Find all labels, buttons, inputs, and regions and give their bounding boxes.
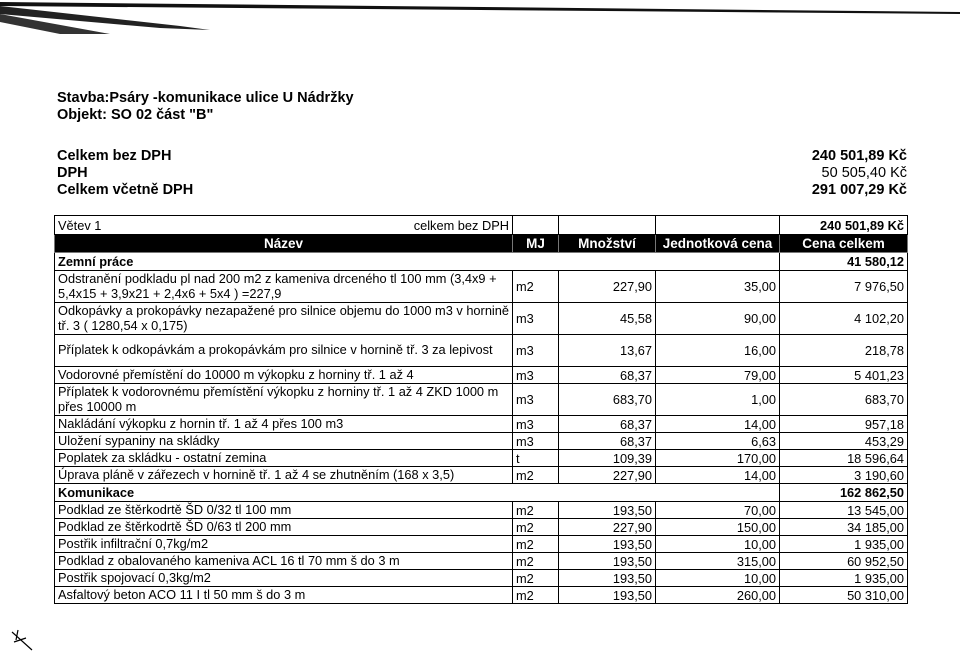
table-row (55, 587, 908, 604)
section-title: Zemní práce (55, 253, 780, 271)
item-unit: m2 (513, 587, 559, 604)
item-name: Odstranění podkladu pl nad 200 m2 z kameniva drceného tl 100 mm (3,4x9 + 5,4x15 + 3,9x21 + 2,4x6 + 5x4 ) =227,9 (55, 271, 513, 303)
item-total: 683,70 (780, 384, 908, 416)
table-row (55, 303, 908, 335)
item-total: 34 185,00 (780, 519, 908, 536)
item-unit-price: 14,00 (656, 467, 780, 484)
table-row (55, 450, 908, 467)
table-row (55, 502, 908, 519)
item-unit: m3 (513, 367, 559, 384)
item-total: 1 935,00 (780, 536, 908, 553)
item-total: 1 935,00 (780, 570, 908, 587)
item-name: Asfaltový beton ACO 11 I tl 50 mm š do 3 m (55, 587, 513, 604)
item-unit-price: 170,00 (656, 450, 780, 467)
item-total: 7 976,50 (780, 271, 908, 303)
item-name: Postřik infiltrační 0,7kg/m2 (55, 536, 513, 553)
document-header (57, 90, 354, 124)
col-header-mj: MJ (513, 235, 559, 253)
item-unit: m3 (513, 416, 559, 433)
item-name: Podklad z obalovaného kameniva ACL 16 tl 70 mm š do 3 m (55, 553, 513, 570)
item-quantity: 193,50 (559, 502, 656, 519)
item-unit-price: 10,00 (656, 570, 780, 587)
summary-label: Celkem včetně DPH (57, 182, 194, 198)
budget-table-body (55, 216, 908, 604)
table-row (55, 467, 908, 484)
summary-row-total-without-vat (57, 148, 907, 165)
project-title: Stavba:Psáry -komunikace ulice U Nádržky (57, 90, 354, 106)
item-unit: m2 (513, 536, 559, 553)
item-unit-price: 14,00 (656, 416, 780, 433)
item-unit: m3 (513, 335, 559, 367)
item-total: 18 596,64 (780, 450, 908, 467)
budget-table (54, 215, 908, 604)
item-name: Postřik spojovací 0,3kg/m2 (55, 570, 513, 587)
item-name: Vodorovné přemístění do 10000 m výkopku z horniny tř. 1 až 4 (55, 367, 513, 384)
section-title: Komunikace (55, 484, 780, 502)
item-total: 3 190,60 (780, 467, 908, 484)
item-name: Poplatek za skládku - ostatní zemina (55, 450, 513, 467)
item-unit-price: 90,00 (656, 303, 780, 335)
table-row (55, 367, 908, 384)
item-name: Příplatek k vodorovnému přemístění výkopku z horniny tř. 1 až 4 ZKD 1000 m přes 10000 m (55, 384, 513, 416)
item-unit: m3 (513, 303, 559, 335)
item-quantity: 68,37 (559, 416, 656, 433)
item-unit-price: 6,63 (656, 433, 780, 450)
summary-label: DPH (57, 165, 88, 181)
item-total: 218,78 (780, 335, 908, 367)
item-quantity: 683,70 (559, 384, 656, 416)
item-unit: m2 (513, 502, 559, 519)
item-unit-price: 79,00 (656, 367, 780, 384)
item-quantity: 227,90 (559, 271, 656, 303)
col-header-qty: Množství (559, 235, 656, 253)
section-total: 41 580,12 (780, 253, 908, 271)
item-unit: m2 (513, 271, 559, 303)
object-title: Objekt: SO 02 část "B" (57, 107, 214, 123)
item-unit-price: 315,00 (656, 553, 780, 570)
item-total: 4 102,20 (780, 303, 908, 335)
item-name: Podklad ze štěrkodrtě ŠD 0/63 tl 200 mm (55, 519, 513, 536)
item-unit-price: 70,00 (656, 502, 780, 519)
item-quantity: 227,90 (559, 519, 656, 536)
item-quantity: 193,50 (559, 536, 656, 553)
section-row (55, 484, 908, 502)
price-summary (57, 148, 907, 199)
item-quantity: 68,37 (559, 433, 656, 450)
item-name: Úprava pláně v zářezech v hornině tř. 1 až 4 se zhutněním (168 x 3,5) (55, 467, 513, 484)
summary-row-vat (57, 165, 907, 182)
table-row (55, 536, 908, 553)
item-name: Odkopávky a prokopávky nezapažené pro silnice objemu do 1000 m3 v hornině tř. 3 ( 1280,54 x 0,175) (55, 303, 513, 335)
item-unit: m3 (513, 384, 559, 416)
item-unit-price: 10,00 (656, 536, 780, 553)
item-total: 453,29 (780, 433, 908, 450)
item-name: Příplatek k odkopávkám a prokopávkám pro silnice v hornině tř. 3 za lepivost (55, 335, 513, 367)
item-quantity: 45,58 (559, 303, 656, 335)
item-quantity: 193,50 (559, 570, 656, 587)
branch-cell (55, 216, 513, 235)
pen-mark (10, 628, 34, 652)
col-header-name: Název (55, 235, 513, 253)
item-unit: m2 (513, 553, 559, 570)
table-row (55, 519, 908, 536)
item-total: 50 310,00 (780, 587, 908, 604)
col-header-unit-price: Jednotková cena (656, 235, 780, 253)
item-unit: m2 (513, 519, 559, 536)
table-row (55, 570, 908, 587)
branch-label: celkem bez DPH (413, 217, 509, 233)
summary-label: Celkem bez DPH (57, 148, 172, 164)
section-row (55, 253, 908, 271)
item-unit: t (513, 450, 559, 467)
item-total: 60 952,50 (780, 553, 908, 570)
item-total: 13 545,00 (780, 502, 908, 519)
item-unit: m2 (513, 467, 559, 484)
item-quantity: 193,50 (559, 587, 656, 604)
col-header-total: Cena celkem (780, 235, 908, 253)
table-row (55, 335, 908, 367)
summary-row-total-with-vat (57, 182, 907, 199)
table-row (55, 384, 908, 416)
item-unit-price: 1,00 (656, 384, 780, 416)
summary-value: 291 007,29 Kč (811, 182, 907, 198)
item-unit: m2 (513, 570, 559, 587)
table-row (55, 553, 908, 570)
item-unit-price: 35,00 (656, 271, 780, 303)
item-unit: m3 (513, 433, 559, 450)
table-row (55, 433, 908, 450)
item-total: 957,18 (780, 416, 908, 433)
table-header (55, 235, 908, 253)
item-unit-price: 260,00 (656, 587, 780, 604)
branch-name: Větev 1 (58, 217, 102, 233)
scan-artifact (0, 0, 960, 40)
branch-row (55, 216, 908, 235)
item-unit-price: 150,00 (656, 519, 780, 536)
item-name: Uložení sypaniny na skládky (55, 433, 513, 450)
table-row (55, 416, 908, 433)
item-quantity: 68,37 (559, 367, 656, 384)
summary-value: 50 505,40 Kč (821, 165, 907, 181)
item-name: Podklad ze štěrkodrtě ŠD 0/32 tl 100 mm (55, 502, 513, 519)
item-quantity: 109,39 (559, 450, 656, 467)
item-unit-price: 16,00 (656, 335, 780, 367)
branch-total: 240 501,89 Kč (780, 216, 908, 235)
section-total: 162 862,50 (780, 484, 908, 502)
summary-value: 240 501,89 Kč (811, 148, 907, 164)
item-name: Nakládání výkopku z hornin tř. 1 až 4 přes 100 m3 (55, 416, 513, 433)
item-quantity: 227,90 (559, 467, 656, 484)
item-quantity: 193,50 (559, 553, 656, 570)
table-row (55, 271, 908, 303)
item-total: 5 401,23 (780, 367, 908, 384)
item-quantity: 13,67 (559, 335, 656, 367)
